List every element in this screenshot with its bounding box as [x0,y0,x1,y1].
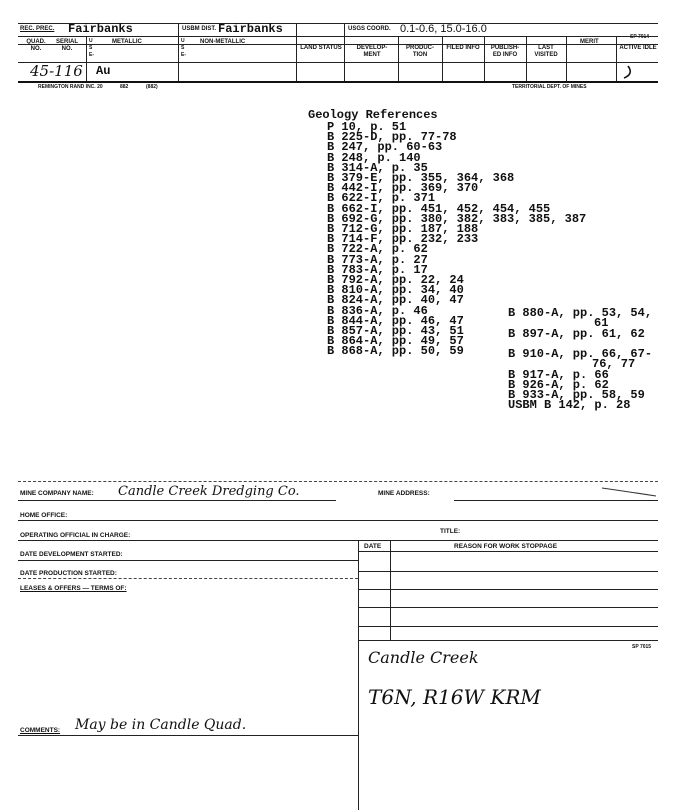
non-metallic-label: NON-METALLIC [200,39,246,45]
date-column-label: DATE [364,543,382,550]
header-footer-left: REMINGTON RAND INC. 20 [38,84,103,90]
reference-entry: B 810-A, pp. 34, 40 [327,283,464,298]
production-label: PRODUC- TION [406,45,434,58]
published-info-label: PUBLISH- ED INFO [490,45,520,58]
checkmark-icon [618,64,638,80]
metallic-value: Au [96,64,111,78]
reference-entry: B 792-A, pp. 22, 24 [327,273,464,287]
usgs-coord-label: USGS COORD. [348,26,391,32]
reference-entry: P 10, p. 51 [327,120,407,134]
usgs-coord-value: 0.1-0.6, 15.0-16.0 [400,23,487,35]
reference-entry: B 622-I, p. 371 [327,191,436,206]
reference-entry: B 844-A, pp. 46, 47 [327,313,464,328]
reference-entry: B 897-A, pp. 61, 62 [508,327,645,341]
reference-entry: B 824-A, pp. 40, 47 [327,293,464,308]
reference-entry: B 868-A, pp. 50, 59 [327,344,464,359]
references-title: Geology References [308,108,438,122]
date-development-label: DATE DEVELOPMENT STARTED: [20,551,123,558]
mine-company-value: Candle Creek Dredging Co. [118,484,300,499]
date-production-label: DATE PRODUCTION STARTED: [20,570,117,577]
reference-entry: B 712-G, pp. 187, 188 [327,222,479,236]
reference-entry: B 379-E, pp. 355, 364, 368 [327,171,515,185]
last-visited-label: LAST VISITED [534,45,558,58]
rec-prec-label: REC. PREC. [20,26,55,32]
reference-entry: B 783-A, p. 17 [327,262,428,277]
header-footer-right: TERRITORIAL DEPT. OF MINES [512,84,587,90]
reference-entry: 61 [594,316,609,330]
reference-entry: B 314-A, p. 35 [327,160,428,175]
merit-label: MERIT [580,39,599,45]
reason-column-label: REASON FOR WORK STOPPAGE [454,543,558,550]
title-label: TITLE: [440,528,461,535]
form-number-top: SP 7014 [630,34,650,40]
rec-prec-value: Fairbanks [68,22,133,36]
reference-entry: B 910-A, pp. 66, 67- [508,347,653,361]
quad-no-label: QUAD. NO. [26,39,46,52]
comments-value: May be in Candle Quad. [75,717,247,733]
pen-stroke [600,484,658,498]
handwritten-township: T6N, R16W KRM [368,685,541,709]
header-footer-code2: (882) [146,84,158,90]
reference-entry: B 773-A, p. 27 [327,252,428,267]
leases-label: LEASES & OFFERS — TERMS OF: [20,585,127,592]
usbm-dist-value: Fairbanks [218,22,283,36]
quad-serial-value: 45-116 [30,62,83,80]
reference-entry: B 836-A, p. 46 [327,303,428,318]
reference-entry: B 722-A, p. 62 [327,242,428,257]
land-status-label: LAND STATUS [300,45,342,51]
development-label: DEVELOP- MENT [356,45,388,58]
reference-entry: B 857-A, pp. 43, 51 [327,324,464,338]
reference-entry: B 933-A, pp. 58, 59 [508,388,645,402]
reference-entry: B 662-I, pp. 451, 452, 454, 455 [327,201,551,216]
reference-entry: B 692-G, pp. 380, 382, 383, 385, 387 [327,211,587,226]
handwritten-location: Candle Creek [368,648,479,667]
reference-entry: B 248, p. 140 [327,150,421,165]
reference-entry: USBM B 142, p. 28 [508,398,631,412]
usbm-dist-label: USBM DIST. [182,26,217,32]
reference-entry: B 926-A, p. 62 [508,378,609,392]
use-code-2: U S E- [181,38,186,58]
header-footer-code1: 882 [120,84,129,90]
reference-entry: B 917-A, p. 66 [508,368,609,382]
operating-official-label: OPERATING OFFICIAL IN CHARGE: [20,532,131,539]
filed-info-label: FILED INFO [446,45,480,51]
reference-entry: B 880-A, pp. 53, 54, [508,306,653,320]
serial-no-label: SERIAL NO. [55,39,78,52]
comments-label: COMMENTS: [20,727,61,734]
reference-entry: 76, 77 [592,357,636,371]
home-office-label: HOME OFFICE: [20,512,68,519]
reference-entry: B 225-D, pp. 77-78 [327,130,457,145]
reference-entry: B 864-A, pp. 49, 57 [327,334,464,349]
active-idle-label: ACTIVE IDLE [619,45,657,51]
reference-entry: B 247, pp. 60-63 [327,140,443,155]
reference-entry: B 442-I, pp. 369, 370 [327,181,479,196]
metallic-label: METALLIC [112,39,142,45]
mine-address-label: MINE ADDRESS: [378,490,430,497]
reference-entry: B 714-F, pp. 232, 233 [327,232,479,247]
mine-company-label: MINE COMPANY NAME: [20,490,94,497]
form-number-bottom: SP 7015 [632,644,652,650]
use-code-1: U S E- [89,38,94,58]
